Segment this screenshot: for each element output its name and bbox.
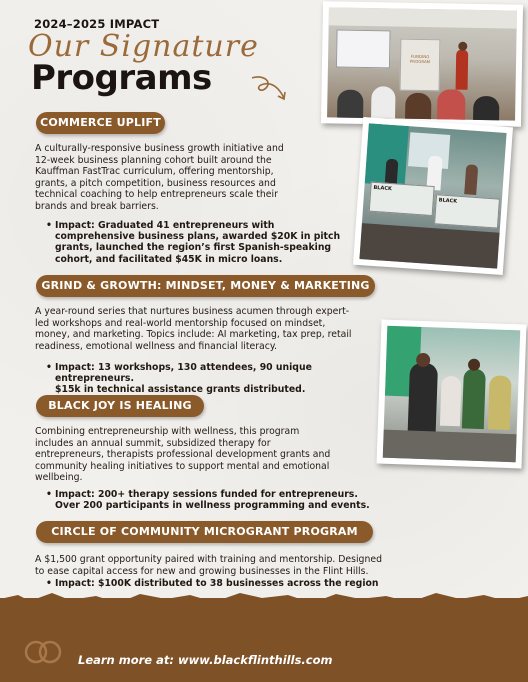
page-title: Programs — [31, 58, 212, 98]
check-label-1: BLACK — [373, 184, 393, 193]
script-title: Our Signature — [28, 29, 259, 64]
check-label-2: BLACK — [438, 197, 458, 205]
footer-learn-more[interactable]: Learn more at: www.blackflinthills.com — [78, 653, 333, 667]
photo-group-event — [377, 320, 527, 469]
program-impact: • Impact: Graduated 41 entrepreneurs with comprehensive business plans, awarded $20K in pitch grants, launched the region’s first Spanish-speaking cohort, and facilitated $45K in micro loans. — [55, 220, 355, 265]
photo-sign-text: FUNDING PROGRAM — [409, 53, 431, 65]
program-impact: • Impact: 200+ therapy sessions funded for entrepreneurs. Over 200 participants in wellness programming and events. — [55, 489, 375, 511]
program-title-grind-growth: GRIND & GROWTH: MINDSET, MONEY & MARKETING — [36, 275, 375, 297]
program-impact: • Impact: 13 workshops, 130 attendees, 90 unique entrepreneurs. $15k in technical assistance grants distributed. — [55, 362, 375, 396]
program-description: Combining entrepreneurship with wellness, this program includes an annual summit, subsidized therapy for entrepreneurs, therapists professional development grants and community healing initiatives to support mental and emotional wellbeing. — [35, 426, 331, 484]
curly-arrow-icon — [250, 72, 290, 106]
photo-big-checks — [353, 117, 513, 275]
program-impact: • Impact: $100K distributed to 38 businesses across the region — [55, 578, 435, 589]
year-label: 2024–2025 IMPACT — [34, 17, 160, 31]
program-title-black-joy: BLACK JOY IS HEALING — [36, 395, 204, 417]
program-title-commerce-uplift: COMMERCE UPLIFT — [36, 112, 165, 134]
rings-logo-icon — [20, 638, 68, 666]
program-description: A culturally-responsive business growth initiative and 12-week business planning cohort built around the Kauffman FastTrac curriculum, offering mentorship, grants, a pitch competition, business resources and technical coaching to help entrepreneurs scale their brands and break barriers. — [35, 143, 284, 212]
photo-presentation — [321, 1, 523, 126]
program-title-microgrant: CIRCLE OF COMMUNITY MICROGRANT PROGRAM — [36, 521, 373, 543]
footer-band — [0, 598, 528, 682]
program-description: A $1,500 grant opportunity paired with training and mentorship. Designed to ease capital access for new and growing businesses in the Flint Hills. — [35, 554, 382, 577]
program-description: A year-round series that nurtures business acumen through expert- led workshops and real-world mentorship focused on mindset, money, and marketing. Topics include: AI marketing, tax prep, retail readiness, emotional wellness and financial literacy. — [35, 306, 352, 352]
